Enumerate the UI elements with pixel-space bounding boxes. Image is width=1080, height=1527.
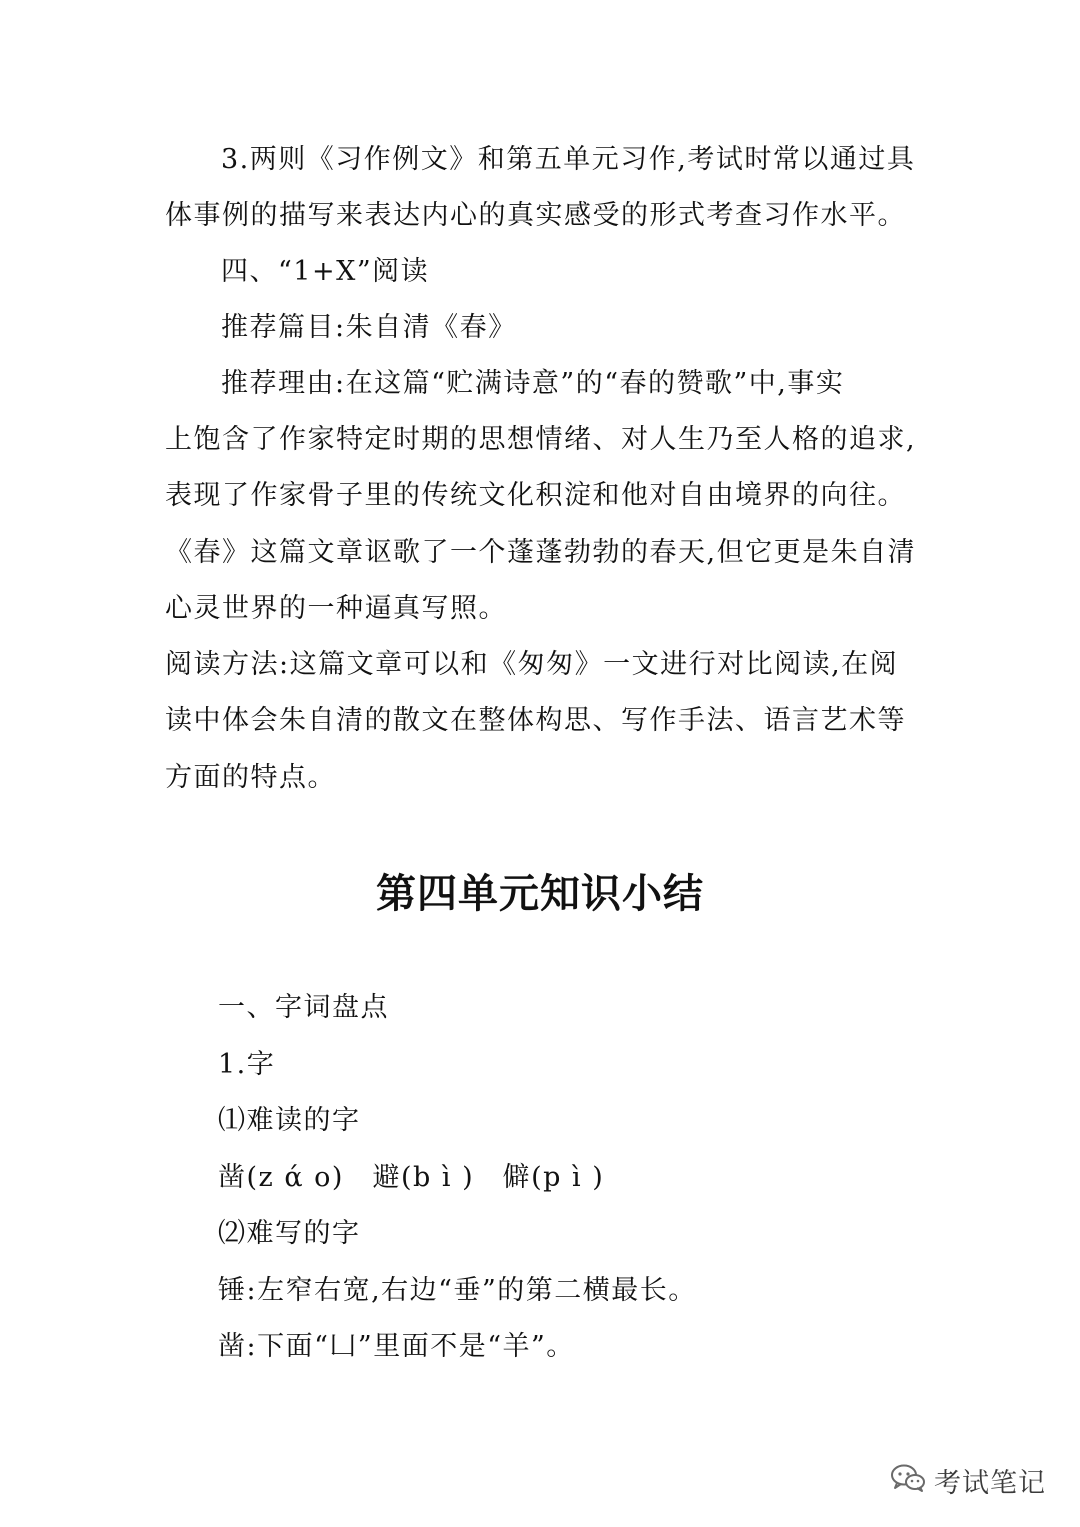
paragraph-line: 推荐篇目:朱自清《春》 [221, 312, 517, 343]
wechat-icon [890, 1463, 926, 1497]
section-subheading: 一、字词盘点 [218, 992, 389, 1023]
paragraph-line: 《春》这篇文章讴歌了一个蓬蓬勃勃的春天,但它更是朱自清 [165, 537, 917, 568]
paragraph-line: 阅读方法:这篇文章可以和《匆匆》一文进行对比阅读,在阅 [165, 649, 899, 680]
watermark [890, 1458, 1046, 1502]
paragraph-line: 体事例的描写来表达内心的真实感受的形式考查习作水平。 [165, 200, 906, 231]
list-item: ⑵难写的字 [218, 1218, 361, 1249]
section-subheading: 四、“1+X”阅读 [221, 256, 430, 287]
paragraph-line: 上饱含了作家特定时期的思想情绪、对人生乃至人格的追求, [165, 424, 917, 455]
paragraph-line: 心灵世界的一种逼真写照。 [165, 593, 507, 624]
page-title: 第四单元知识小结 [376, 871, 704, 917]
paragraph-line: 方面的特点。 [165, 762, 336, 793]
list-item: 凿:下面“凵”里面不是“羊”。 [218, 1331, 575, 1362]
watermark-label: 考试笔记 [934, 1467, 1046, 1499]
paragraph-line: 读中体会朱自清的散文在整体构思、写作手法、语言艺术等 [165, 705, 906, 736]
list-item: ⑴难读的字 [218, 1105, 361, 1136]
paragraph-line: 推荐理由:在这篇“贮满诗意”的“春的赞歌”中,事实 [221, 368, 845, 399]
list-item: 锤:左窄右宽,右边“垂”的第二横最长。 [218, 1275, 697, 1306]
list-item: 凿(z ά o) 避(b ì ) 僻(p ì ) [218, 1162, 605, 1193]
paragraph-line: 表现了作家骨子里的传统文化积淀和他对自由境界的向往。 [165, 480, 906, 511]
paragraph-line: 3.两则《习作例文》和第五单元习作,考试时常以通过具 [221, 144, 916, 175]
list-item: 1.字 [218, 1049, 276, 1080]
